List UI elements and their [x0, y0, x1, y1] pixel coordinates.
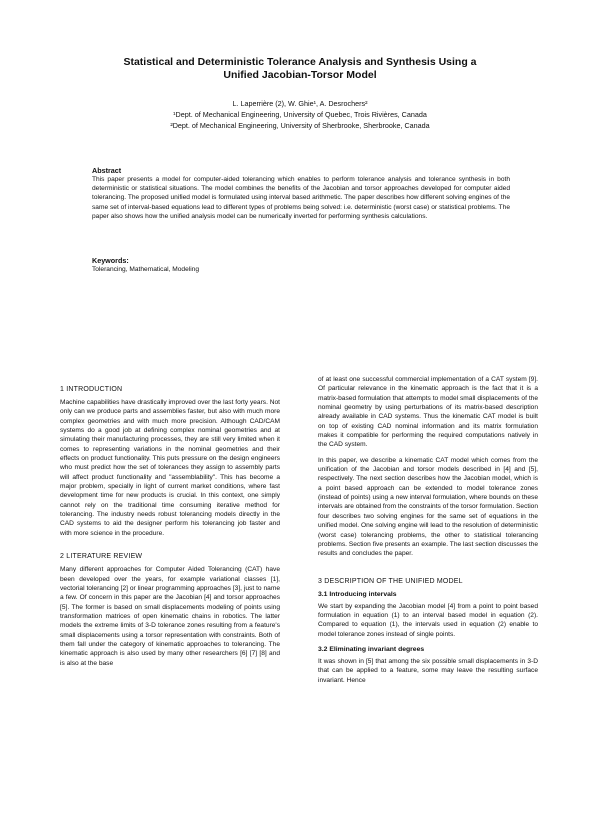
left-column — [60, 385, 280, 674]
section-3-1-heading: 3.1 Introducing intervals — [318, 590, 397, 598]
right-column — [318, 375, 538, 691]
section-3-2-heading: 3.2 Eliminating invariant degrees — [318, 645, 425, 653]
section-3-1-paragraph: We start by expanding the Jacobian model [4] from a point to point based formulation in equation (1) to an interval based model in equation (2). Compared to equation (1), the intervals used in equation (2) enable to model tolerance zones instead of single points. — [318, 602, 538, 638]
section-2-heading: 2 LITERATURE REVIEW — [60, 553, 143, 561]
abstract-text: This paper presents a model for computer-aided tolerancing which enables to perform tolerance analysis and tolerance synthesis in both deterministic or statistical situations. The model combines the benefits of the Jacobian and torsor approaches developed for computer aided tolerancing. The proposed unified model is formulated using interval based arithmetic. The paper describes how different solving engines of the same set of interval-based equations lead to different types of problems being solved: i.e. deterministic (worst case) or statistical problems. The paper also shows how the unified analysis model can be numerically inverted for performing synthesis calculations. — [92, 176, 510, 220]
paper-title — [60, 56, 540, 82]
section-1-paragraph: Machine capabilities have drastically improved over the last forty years. Not only can we produce parts and assemblies faster, but also with much more complex geometries and with much more precision. Although CAD/CAM systems do a good job at defining complex nominal geometries and at simulating their manufacturing processes, they are still very limited when it comes to representing variations in the nominal geometries and their effects on product functionality. This puts pressure on the design engineers who must predict how the set of tolerances they assign to assembly parts will affect product functionality and "assemblability". This has become a major problem, specially in light of current market conditions, where fast development time for new products is crucial. In this context, one simply cannot rely on the traditional time consuming iterative method for tolerancing. The industry needs robust tolerancing models directly in the CAD systems to aid the designer perform his tolerancing job faster and with more science in the procedure. — [60, 399, 280, 537]
author-block — [60, 98, 540, 131]
authors: L. Laperrière (2), W. Ghie¹, A. Desrochers² — [232, 99, 368, 108]
section-3-2-paragraph: It was shown in [5] that among the six possible small displacements in 3-D that can be applied to a feature, some may leave the resulting surface invariant. Hence — [318, 657, 538, 684]
keywords-heading: Keywords: — [92, 256, 129, 265]
right-paragraph-1: of at least one successful commercial implementation of a CAT system [9]. Of particular relevance in the kinematic approach is the fact that it is a matrix-based formulation that attempts to model small displacements of the nominal geometry by using perturbations of its matrix-based description already available in CAD systems. Thus the kinematic CAT model is built on top of existing CAD nominal information and its matrix formulation makes it compatible for performing the required computations natively in the CAD system. — [318, 376, 538, 449]
title-line-1: Statistical and Deterministic Tolerance Analysis and Synthesis Using a — [123, 56, 477, 68]
section-1-heading: 1 INTRODUCTION — [60, 386, 123, 393]
keywords — [92, 256, 510, 274]
section-3-heading: 3 DESCRIPTION OF THE UNIFIED MODEL — [318, 577, 463, 585]
affiliation-1: ¹Dept. of Mechanical Engineering, University of Quebec, Trois Rivières, Canada — [173, 110, 427, 119]
affiliation-2: ²Dept. of Mechanical Engineering, University of Sherbrooke, Sherbrooke, Canada — [170, 121, 430, 130]
title-line-2: Unified Jacobian-Torsor Model — [223, 69, 377, 81]
right-paragraph-2: In this paper, we describe a kinematic CAT model which comes from the unification of the Jacobian and torsor models described in [4] and [5], respectively. The next section describes how the Jacobian model, which is a point based approach can be extended to model tolerance zones (instead of points) using a new interval formulation, where bounds on these intervals are obtained from the constraints of the torsor formulation. Section four describes two solving engines for the same set of equations in the unified model. One solving engine will lead to the resolution of deterministic (worst case) tolerancing problems, the other to statistical tolerancing problems. Section five presents an example. The last section discusses the results and concludes the paper. — [318, 456, 538, 558]
abstract — [92, 166, 510, 221]
abstract-heading: Abstract — [92, 166, 122, 175]
keywords-text: Tolerancing, Mathematical, Modeling — [92, 266, 200, 273]
section-2-paragraph: Many different approaches for Computer Aided Tolerancing (CAT) have been developed over the years, for example variational classes [1], vectorial tolerancing [2] or linear programming approaches [3], just to name a few. Of concern in this paper are the Jacobian [4] and torsor approaches [5]. The former is based on small displacements modeling of points using transformation matrices of open kinematic chains in robotics. The latter models the extreme limits of 3-D tolerance zones resulting from a feature's small displacements using a torsor representation with constraints. Both of them fall under the category of kinematic approaches to tolerancing. The kinematic approach is also used by many other researchers [6] [7] [8] and is also at the base — [60, 566, 280, 667]
